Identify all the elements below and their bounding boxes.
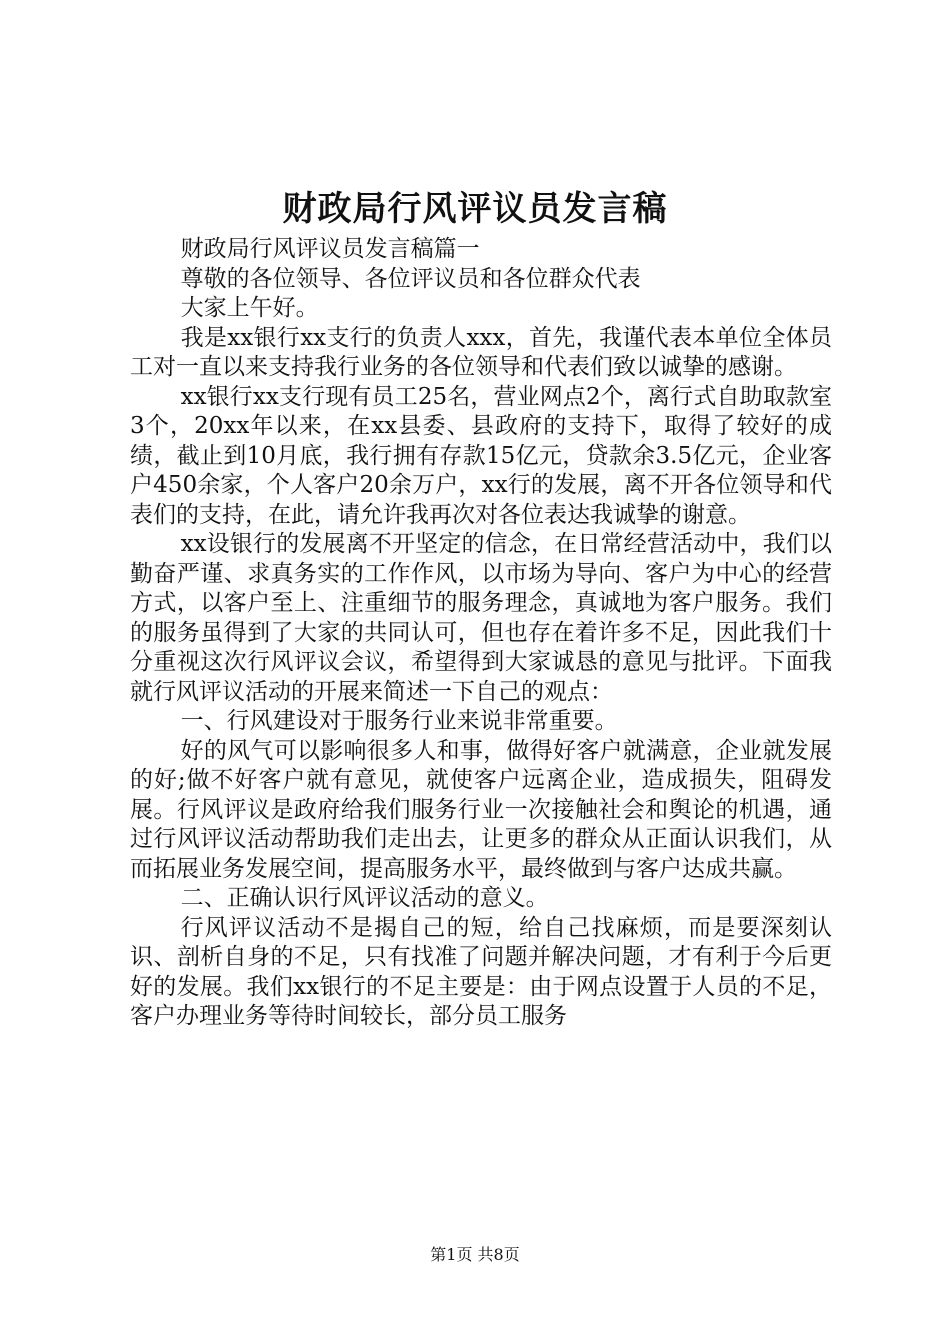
paragraph-section-two: 行风评议活动不是揭自己的短，给自己找麻烦，而是要深刻认识、剖析自身的不足，只有找准了问题并解决问题，才有利于今后更好的发展。我们xx银行的不足主要是：由于网点设置于人员的不足，客户办理业务等待时间较长，部分员工服务 [130,914,832,1029]
paragraph-section-one: 好的风气可以影响很多人和事，做得好客户就满意，企业就发展的好;做不好客户就有意见，就使客户远离企业，造成损失，阻碍发展。行风评议是政府给我们服务行业一次接触社会和舆论的机遇，通过行风评议活动帮助我们走出去，让更多的群众从正面认识我们，从而拓展业务发展空间，提高服务水平，最终做到与客户达成共赢。 [130,737,832,882]
paragraph-subtitle: 财政局行风评议员发言稿篇一 [180,236,480,262]
paragraph-heading-one: 一、行风建设对于服务行业来说非常重要。 [180,708,618,734]
paragraph-greeting: 大家上午好。 [180,295,319,321]
paragraph-bank-overview: xx银行xx支行现有员工25名，营业网点2个，离行式自助取款室3个，20xx年以来，在xx县委、县政府的支持下，取得了较好的成绩，截止到10月底，我行拥有存款15亿元，贷款余3.5亿元，企业客户450余家，个人客户20余万户，xx行的发展，离不开各位领导和代表们的支持，在此，请允许我再次对各位表达我诚挚的谢意。 [130,383,832,528]
paragraph-salutation: 尊敬的各位领导、各位评议员和各位群众代表 [180,265,641,292]
document-title: 财政局行风评议员发言稿 [282,189,668,229]
paragraph-service-philosophy: xx设银行的发展离不开坚定的信念，在日常经营活动中，我们以勤奋严谨、求真务实的工作作风，以市场为导向、客户为中心的经营方式，以客户至上、注重细节的服务理念，真诚地为客户服务。我们的服务虽得到了大家的共同认可，但也存在着许多不足，因此我们十分重视这次行风评议会议，希望得到大家诚恳的意见与批评。下面我就行风评议活动的开展来简述一下自己的观点： [130,531,832,705]
document-body [130,235,832,1032]
page-indicator: 第1页 共8页 [430,1245,520,1264]
paragraph-introduction: 我是xx银行xx支行的负责人xxx，首先，我谨代表本单位全体员工对一直以来支持我行业务的各位领导和代表们致以诚挚的感谢。 [130,324,832,380]
paragraph-heading-two: 二、正确认识行风评议活动的意义。 [180,885,549,911]
